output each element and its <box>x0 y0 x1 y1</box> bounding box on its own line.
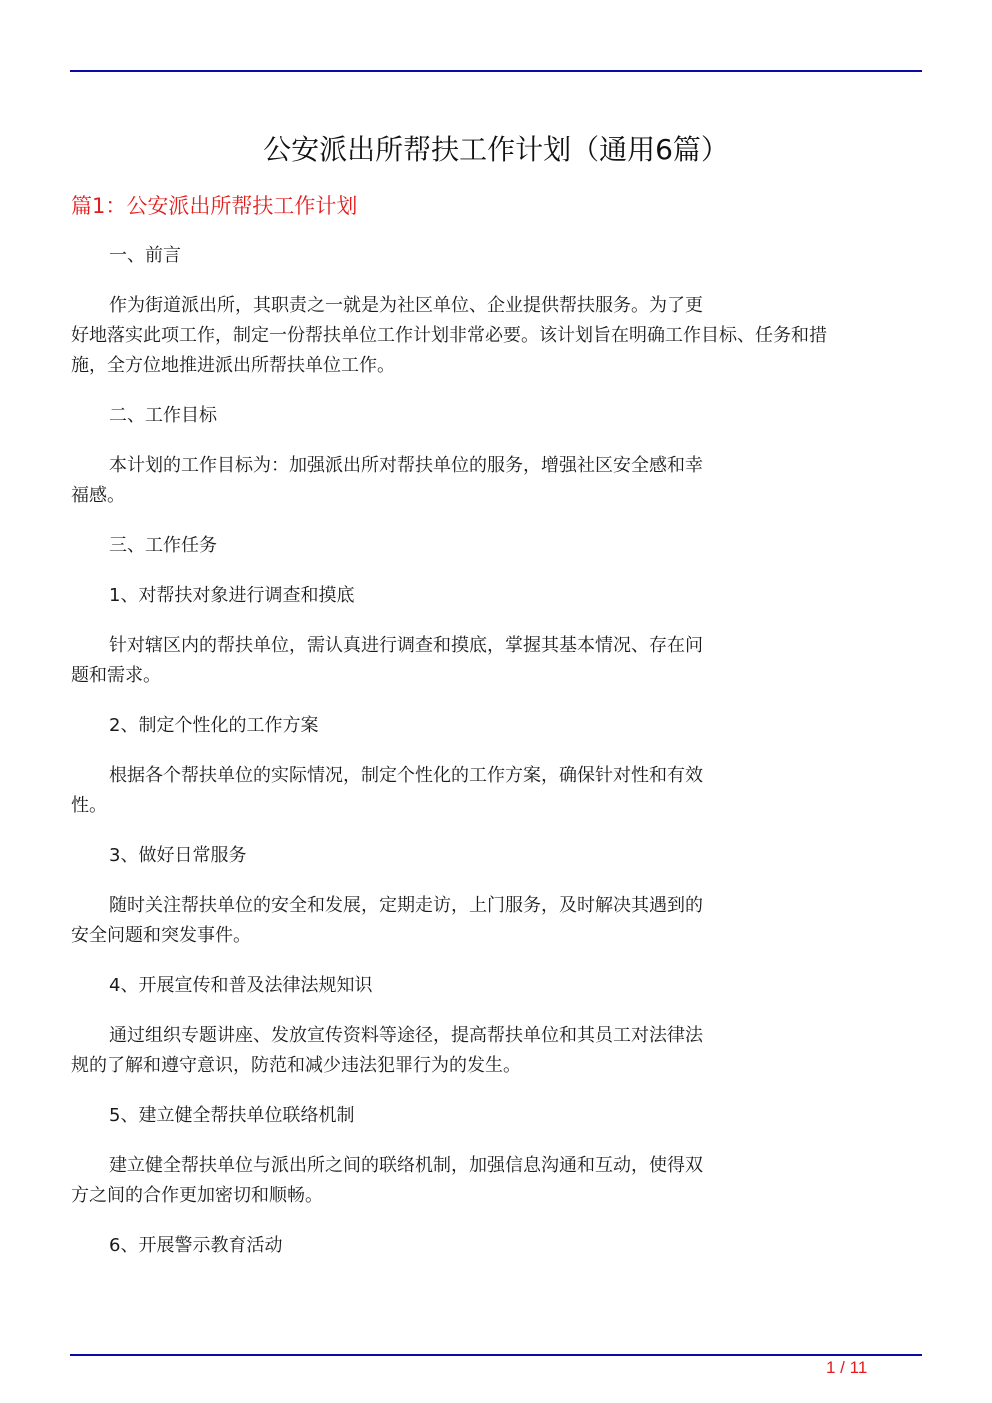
task-heading-6 <box>71 1231 921 1261</box>
body-line: 题和需求。 <box>71 665 161 686</box>
body-line: 福感。 <box>71 485 125 506</box>
body-line: 建立健全帮扶单位与派出所之间的联络机制，加强信息沟通和互动，使得双 <box>109 1155 703 1176</box>
subheading-text: 6、开展警示教育活动 <box>109 1235 283 1256</box>
header-rule <box>70 70 922 72</box>
subheading-text: 三、工作任务 <box>109 535 217 556</box>
body-line: 针对辖区内的帮扶单位，需认真进行调查和摸底，掌握其基本情况、存在问 <box>109 635 703 656</box>
body-paragraph <box>71 631 921 691</box>
body-line: 方之间的合作更加密切和顺畅。 <box>71 1185 323 1206</box>
task-heading-3 <box>71 841 921 871</box>
body-paragraph <box>71 451 921 511</box>
body-line: 随时关注帮扶单位的安全和发展，定期走访，上门服务，及时解决其遇到的 <box>109 895 703 916</box>
subheading-text: 二、工作目标 <box>109 405 217 426</box>
body-paragraph <box>71 1021 921 1081</box>
footer-rule <box>70 1354 922 1356</box>
body-line: 性。 <box>71 795 107 816</box>
subheading-goals <box>71 401 921 431</box>
body-paragraph <box>71 891 921 951</box>
task-heading-2 <box>71 711 921 741</box>
document-title: 公安派出所帮扶工作计划（通用6篇） <box>263 133 729 166</box>
task-heading-5 <box>71 1101 921 1131</box>
body-line: 作为街道派出所，其职责之一就是为社区单位、企业提供帮扶服务。为了更 <box>109 295 703 316</box>
body-line: 安全问题和突发事件。 <box>71 925 251 946</box>
section-heading: 篇1：公安派出所帮扶工作计划 <box>71 194 358 218</box>
subheading-preface <box>71 241 921 271</box>
subheading-text: 2、制定个性化的工作方案 <box>109 715 319 736</box>
task-heading-4 <box>71 971 921 1001</box>
body-line: 本计划的工作目标为：加强派出所对帮扶单位的服务，增强社区安全感和幸 <box>109 455 703 476</box>
subheading-tasks <box>71 531 921 561</box>
subheading-text: 一、前言 <box>109 245 181 266</box>
subheading-text: 4、开展宣传和普及法律法规知识 <box>109 975 373 996</box>
body-paragraph <box>71 291 921 381</box>
body-line: 好地落实此项工作，制定一份帮扶单位工作计划非常必要。该计划旨在明确工作目标、任务和措 <box>71 325 827 346</box>
body-line: 规的了解和遵守意识，防范和减少违法犯罪行为的发生。 <box>71 1055 521 1076</box>
body-paragraph <box>71 761 921 821</box>
body-line: 通过组织专题讲座、发放宣传资料等途径，提高帮扶单位和其员工对法律法 <box>109 1025 703 1046</box>
body-paragraph <box>71 1151 921 1211</box>
body-line: 施，全方位地推进派出所帮扶单位工作。 <box>71 355 395 376</box>
subheading-text: 1、对帮扶对象进行调查和摸底 <box>109 585 355 606</box>
body-line: 根据各个帮扶单位的实际情况，制定个性化的工作方案，确保针对性和有效 <box>109 765 703 786</box>
document-body <box>71 241 921 1281</box>
page-indicator: 1 / 11 <box>826 1358 868 1377</box>
subheading-text: 3、做好日常服务 <box>109 845 247 866</box>
task-heading-1 <box>71 581 921 611</box>
subheading-text: 5、建立健全帮扶单位联络机制 <box>109 1105 355 1126</box>
